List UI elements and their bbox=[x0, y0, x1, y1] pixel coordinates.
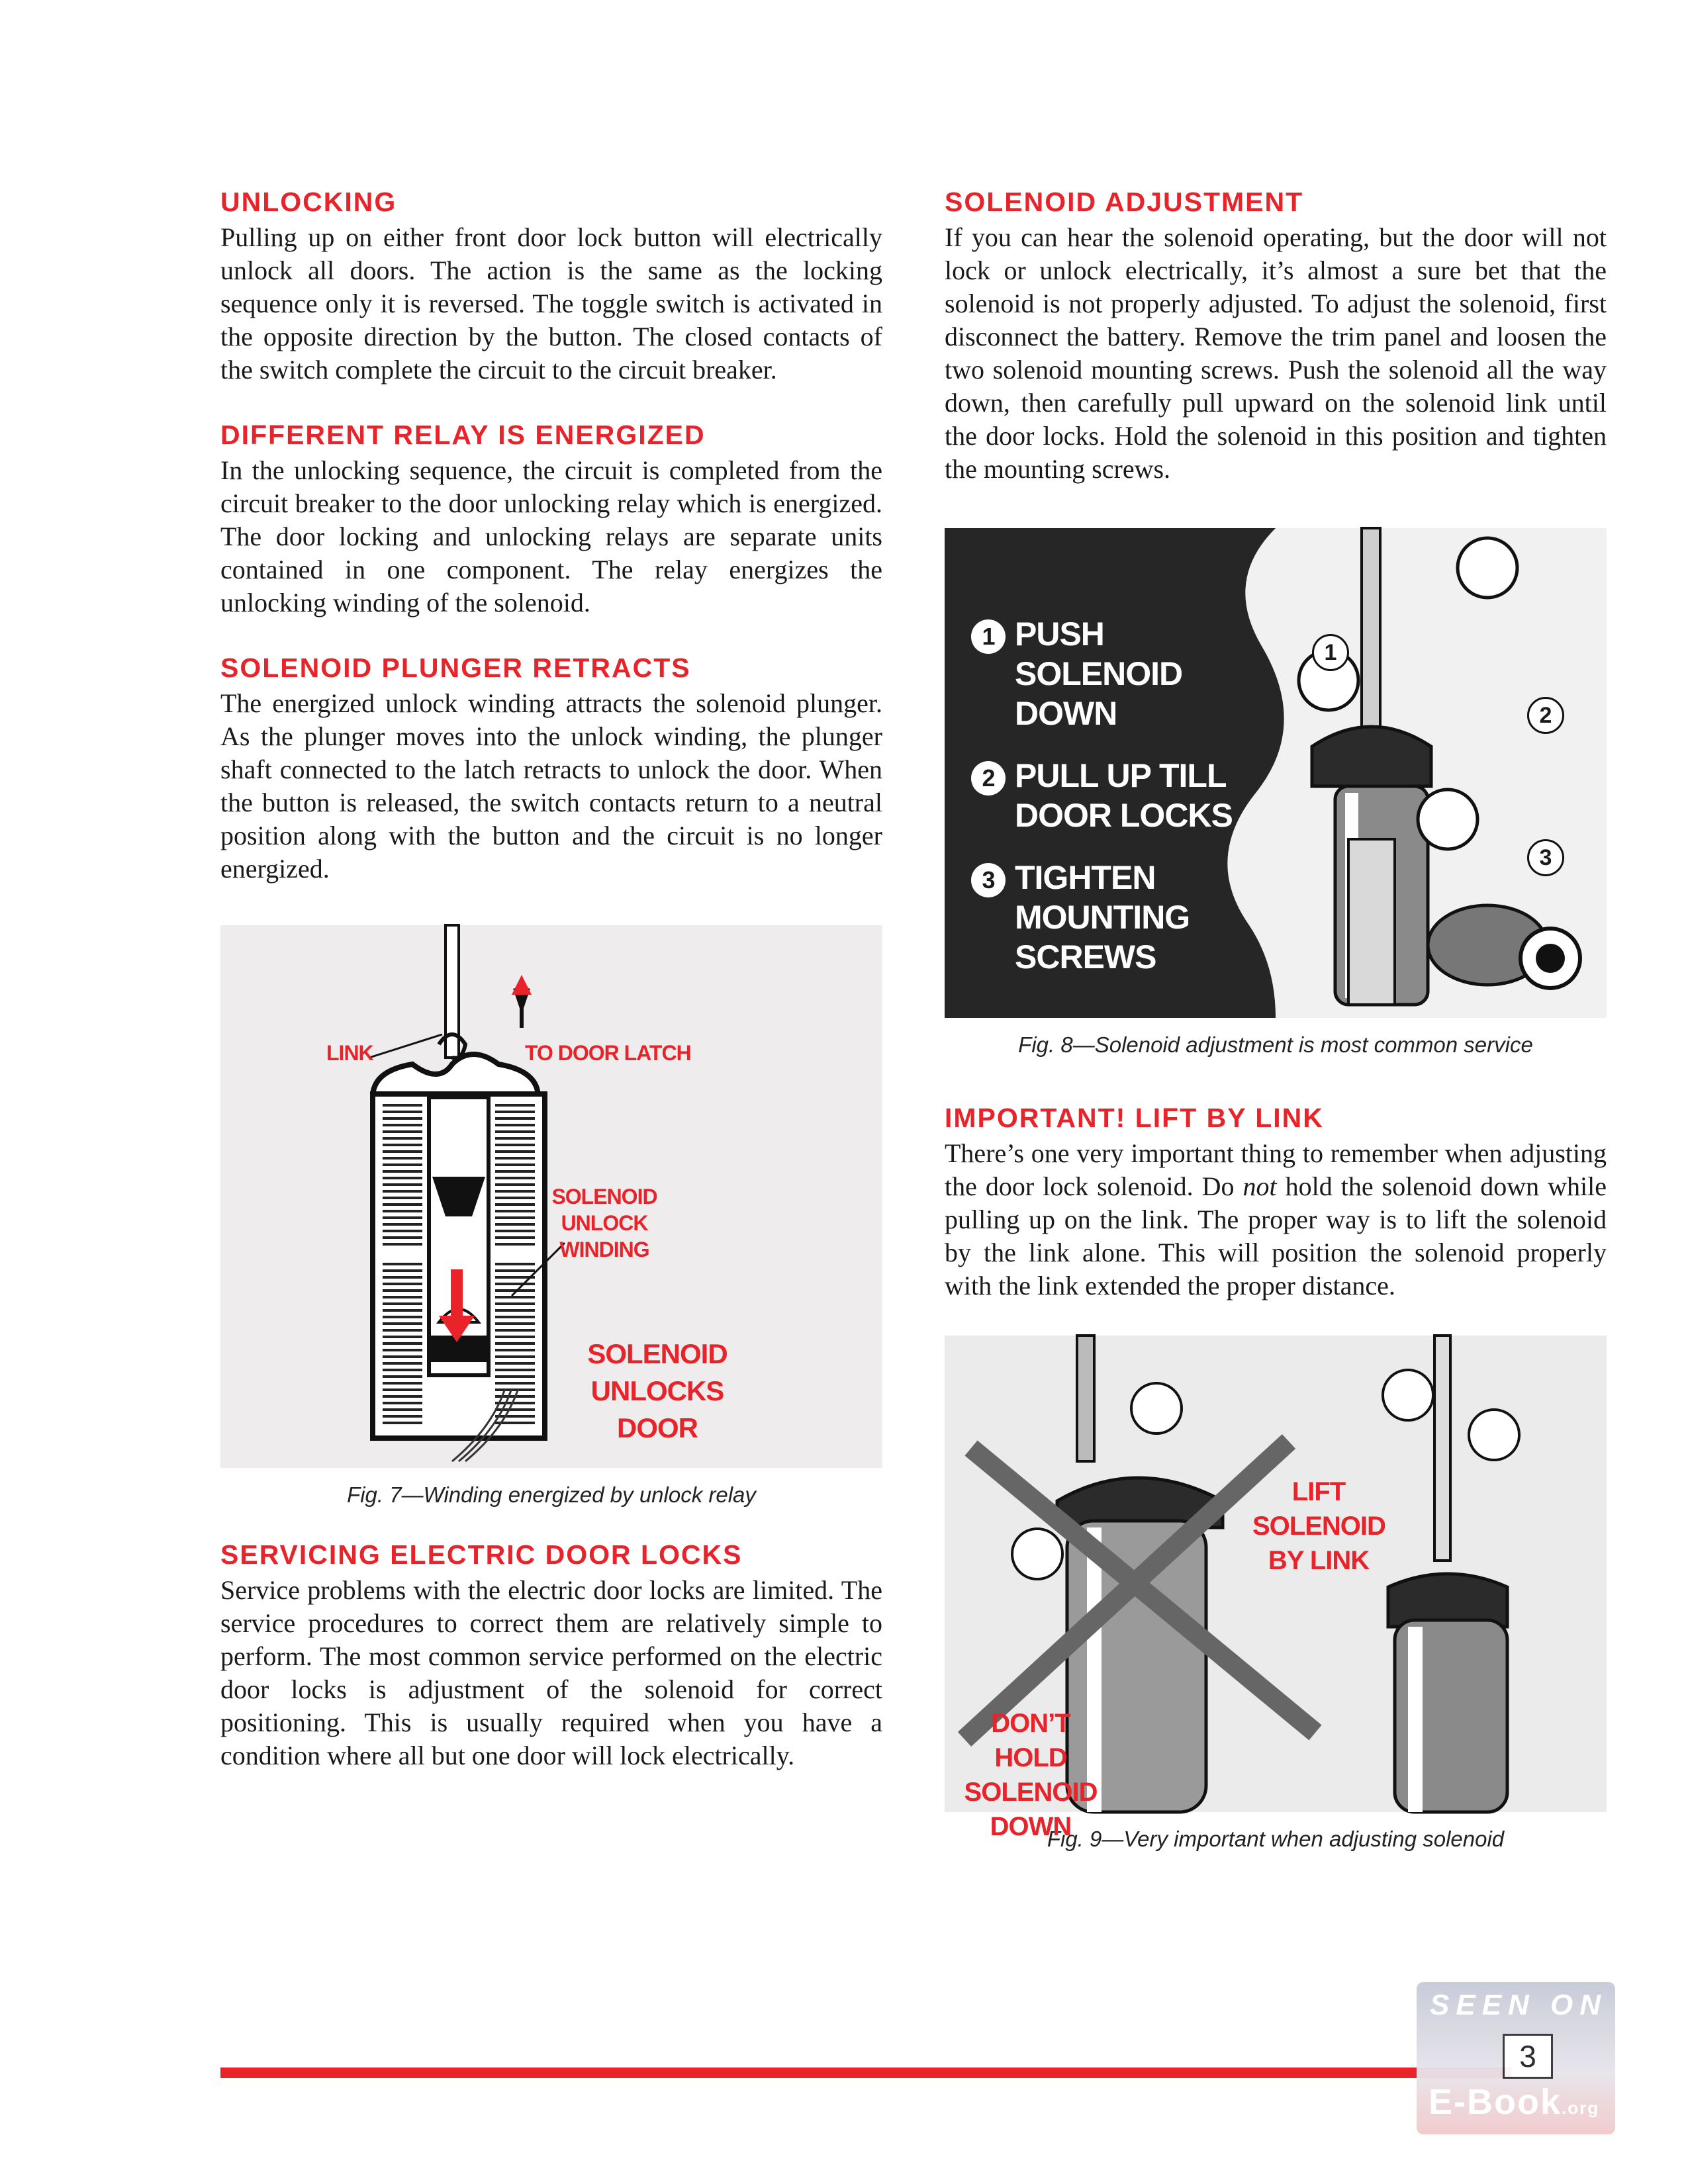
step-text: PUSH SOLENOID DOWN bbox=[1015, 615, 1183, 732]
section-unlocking bbox=[220, 185, 882, 387]
figure-8-caption: Fig. 8—Solenoid adjustment is most common service bbox=[1018, 1032, 1533, 1057]
step-2 bbox=[971, 756, 1282, 835]
callout-3: 3 bbox=[1527, 839, 1564, 876]
label-to-door-latch: TO DOOR LATCH bbox=[525, 1041, 691, 1065]
body-emphasis: not bbox=[1243, 1171, 1277, 1201]
callout-2: 2 bbox=[1527, 697, 1564, 734]
section-body: If you can hear the solenoid operating, but the door will not lock or unlock electrically, it’s almost a sure bet that the solenoid is not properly adjusted. To adjust the solenoid, first disconnect the battery. Remove the trim panel and loosen the two solenoid mounting screws. Push the solenoid all the way down, then carefully pull upward on the solenoid link until the door locks. Hold the solenoid in this position and tighten the mounting screws. bbox=[945, 222, 1607, 484]
section-heading: SOLENOID PLUNGER RETRACTS bbox=[220, 653, 691, 683]
step-text: TIGHTEN MOUNTING SCREWS bbox=[1015, 859, 1190, 976]
label-dont-hold: DON’T HOLD SOLENOID DOWN bbox=[964, 1709, 1098, 1841]
figure-9 bbox=[945, 1336, 1607, 1852]
label-solenoid-unlocks-door: SOLENOID UNLOCKS DOOR bbox=[587, 1338, 727, 1443]
section-heading: IMPORTANT! LIFT BY LINK bbox=[945, 1103, 1324, 1133]
section-lift-by-link bbox=[945, 1101, 1607, 1302]
section-different-relay bbox=[220, 418, 882, 619]
figure-8 bbox=[945, 528, 1607, 1058]
body-part: There’s one very important thing to remember when adjusting the door lock solenoid. Do bbox=[945, 1138, 1607, 1201]
step-number: 1 bbox=[971, 619, 1006, 654]
left-column bbox=[220, 185, 882, 1804]
figure-8-illustration bbox=[945, 528, 1607, 1018]
section-body: The energized unlock winding attracts the solenoid plunger. As the plunger moves into the unlock winding, the plunger shaft connected to the latch retracts to unlock the door. When the button is released, the switch contacts return to a neutral position along with the button and the circuit is no longer energized. bbox=[220, 688, 882, 884]
section-heading: DIFFERENT RELAY IS ENERGIZED bbox=[220, 420, 706, 450]
figure-7 bbox=[220, 925, 882, 1508]
figure-9-caption: Fig. 9—Very important when adjusting solenoid bbox=[1047, 1827, 1505, 1851]
step-3 bbox=[971, 858, 1282, 977]
watermark-top-text: SEEN ON bbox=[1430, 1989, 1608, 2021]
callout-1: 1 bbox=[1312, 634, 1349, 671]
watermark-bottom-text bbox=[1429, 2081, 1599, 2122]
section-body: Service problems with the electric door locks are limited. The service procedures to correct them are relatively simple to perform. The most common service performed on the electric door locks is adjustment of the solenoid for correct positioning. This is usually required when you have a condition where all but one door will lock electrically. bbox=[220, 1575, 882, 1770]
section-body: Pulling up on either front door lock button will electrically unlock all doors. The action is the same as the locking sequence only it is reversed. The toggle switch is activated in the opposite direction by the button. The closed contacts of the switch complete the circuit to the circuit breaker. bbox=[220, 222, 882, 385]
page-number: 3 bbox=[1503, 2034, 1553, 2079]
section-body: In the unlocking sequence, the circuit is completed from the circuit breaker to the door unlocking relay which is energized. The door locking and unlocking relays are separate units contained in one component. The relay energizes the unlocking winding of the solenoid. bbox=[220, 455, 882, 617]
figure-7-caption: Fig. 7—Winding energized by unlock relay bbox=[347, 1482, 756, 1507]
steps-list bbox=[971, 614, 1282, 999]
section-servicing bbox=[220, 1538, 882, 1772]
section-heading: SOLENOID ADJUSTMENT bbox=[945, 187, 1304, 217]
step-text: PULL UP TILL DOOR LOCKS bbox=[1015, 757, 1233, 834]
section-plunger-retracts bbox=[220, 651, 882, 886]
watermark-name: E-Book bbox=[1429, 2082, 1562, 2122]
step-1 bbox=[971, 614, 1282, 733]
section-heading: UNLOCKING bbox=[220, 187, 397, 217]
label-link: LINK bbox=[326, 1041, 373, 1065]
watermark-suffix: .org bbox=[1562, 2098, 1600, 2118]
body-part: hold the solenoid down while pulling up on the link. The proper way is to lift the solenoid by the link alone. This will position the solenoid properly with the link extended the proper distance. bbox=[945, 1171, 1607, 1300]
watermark-badge bbox=[1417, 1982, 1615, 2134]
step-number: 3 bbox=[971, 863, 1006, 897]
label-solenoid-unlock-winding: SOLENOID UNLOCK WINDING bbox=[551, 1185, 657, 1261]
footer-rule bbox=[220, 2068, 1511, 2078]
label-lift-by-link: LIFT SOLENOID BY LINK bbox=[1252, 1477, 1385, 1575]
step-number: 2 bbox=[971, 761, 1006, 796]
section-heading: SERVICING ELECTRIC DOOR LOCKS bbox=[220, 1539, 743, 1570]
right-column bbox=[945, 185, 1607, 1882]
section-body bbox=[945, 1137, 1607, 1302]
section-solenoid-adjustment bbox=[945, 185, 1607, 486]
figure-7-illustration bbox=[220, 925, 882, 1468]
